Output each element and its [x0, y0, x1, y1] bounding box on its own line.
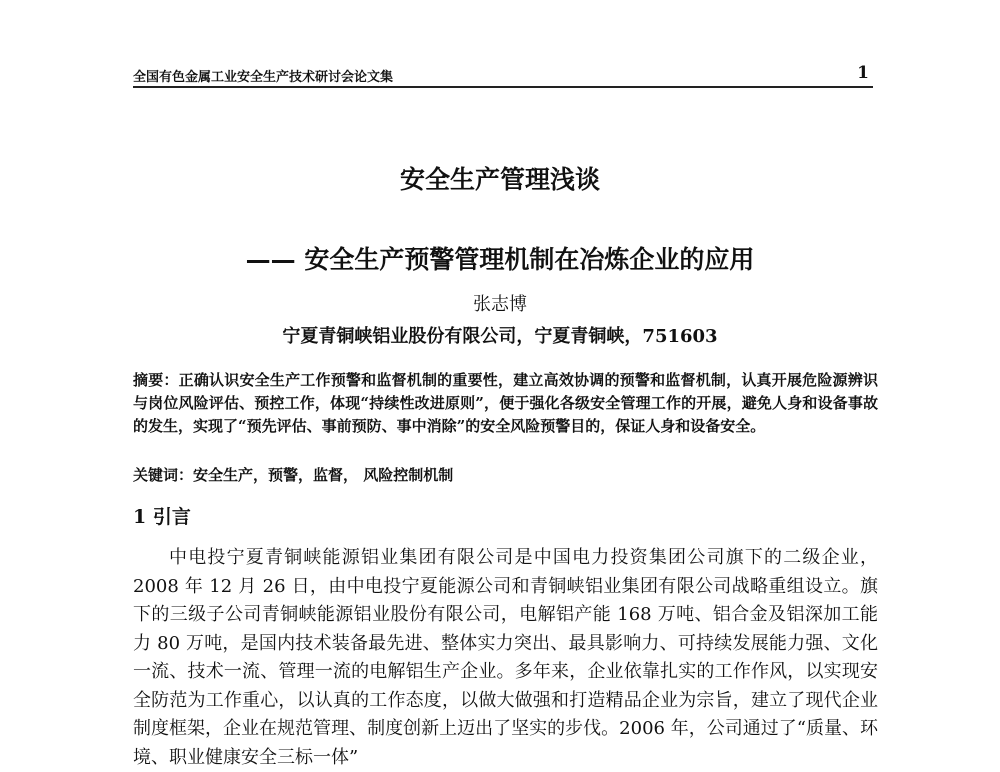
abstract-text: 正确认识安全生产工作预警和监督机制的重要性，建立高效协调的预警和监督机制，认真开展危险源辨识与岗位风险评估、预控工作，体现“持续性改进原则”，便于强化各级安全管理工作的开展，避免人身和设备事故的发生，实现了“预先评估、事前预防、事中消除”的安全风险预警目的，保证人身和设备安全。: [133, 371, 878, 435]
running-header: [133, 63, 873, 91]
abstract: [133, 369, 878, 438]
author-affiliation: 宁夏青铜峡铝业股份有限公司，宁夏青铜峡，751603: [282, 326, 718, 347]
keywords: [133, 464, 878, 485]
page-number: 1: [857, 63, 869, 83]
introduction-paragraph: 中电投宁夏青铜峡能源铝业集团有限公司是中国电力投资集团公司旗下的二级企业，2008 年 12 月 26 日，由中电投宁夏能源公司和青铜峡铝业集团有限公司战略重组设立。旗下的三级子公司青铜峡能源铝业股份有限公司，电解铝产能 168 万吨、铝合金及铝深加工能力 80 万吨，是国内技术装备最先进、整体实力突出、最具影响力、可持续发展能力强、文化一流、技术一流、管理一流的电解铝生产企业。多年来，企业依靠扎实的工作作风，以实现安全防范为工作重心，以认真的工作态度，以做大做强和打造精品企业为宗旨，建立了现代企业制度框架，企业在规范管理、制度创新上迈出了坚实的步伐。2006 年，公司通过了“质量、环境、职业健康安全三标一体”: [133, 547, 878, 768]
keywords-label: 关键词：: [133, 466, 194, 484]
header-rule: [133, 86, 873, 88]
keywords-text: 安全生产，预警，监督， 风险控制机制: [193, 466, 454, 484]
paper-title: 安全生产管理浅谈: [399, 165, 600, 194]
section-heading-introduction: 1 引言: [133, 506, 191, 528]
paper-subtitle: —— 安全生产预警管理机制在冶炼企业的应用: [245, 245, 755, 274]
author-name: 张志博: [473, 294, 527, 315]
journal-name: 全国有色金属工业安全生产技术研讨会论文集: [133, 70, 394, 85]
abstract-label: 摘要：: [133, 371, 179, 389]
